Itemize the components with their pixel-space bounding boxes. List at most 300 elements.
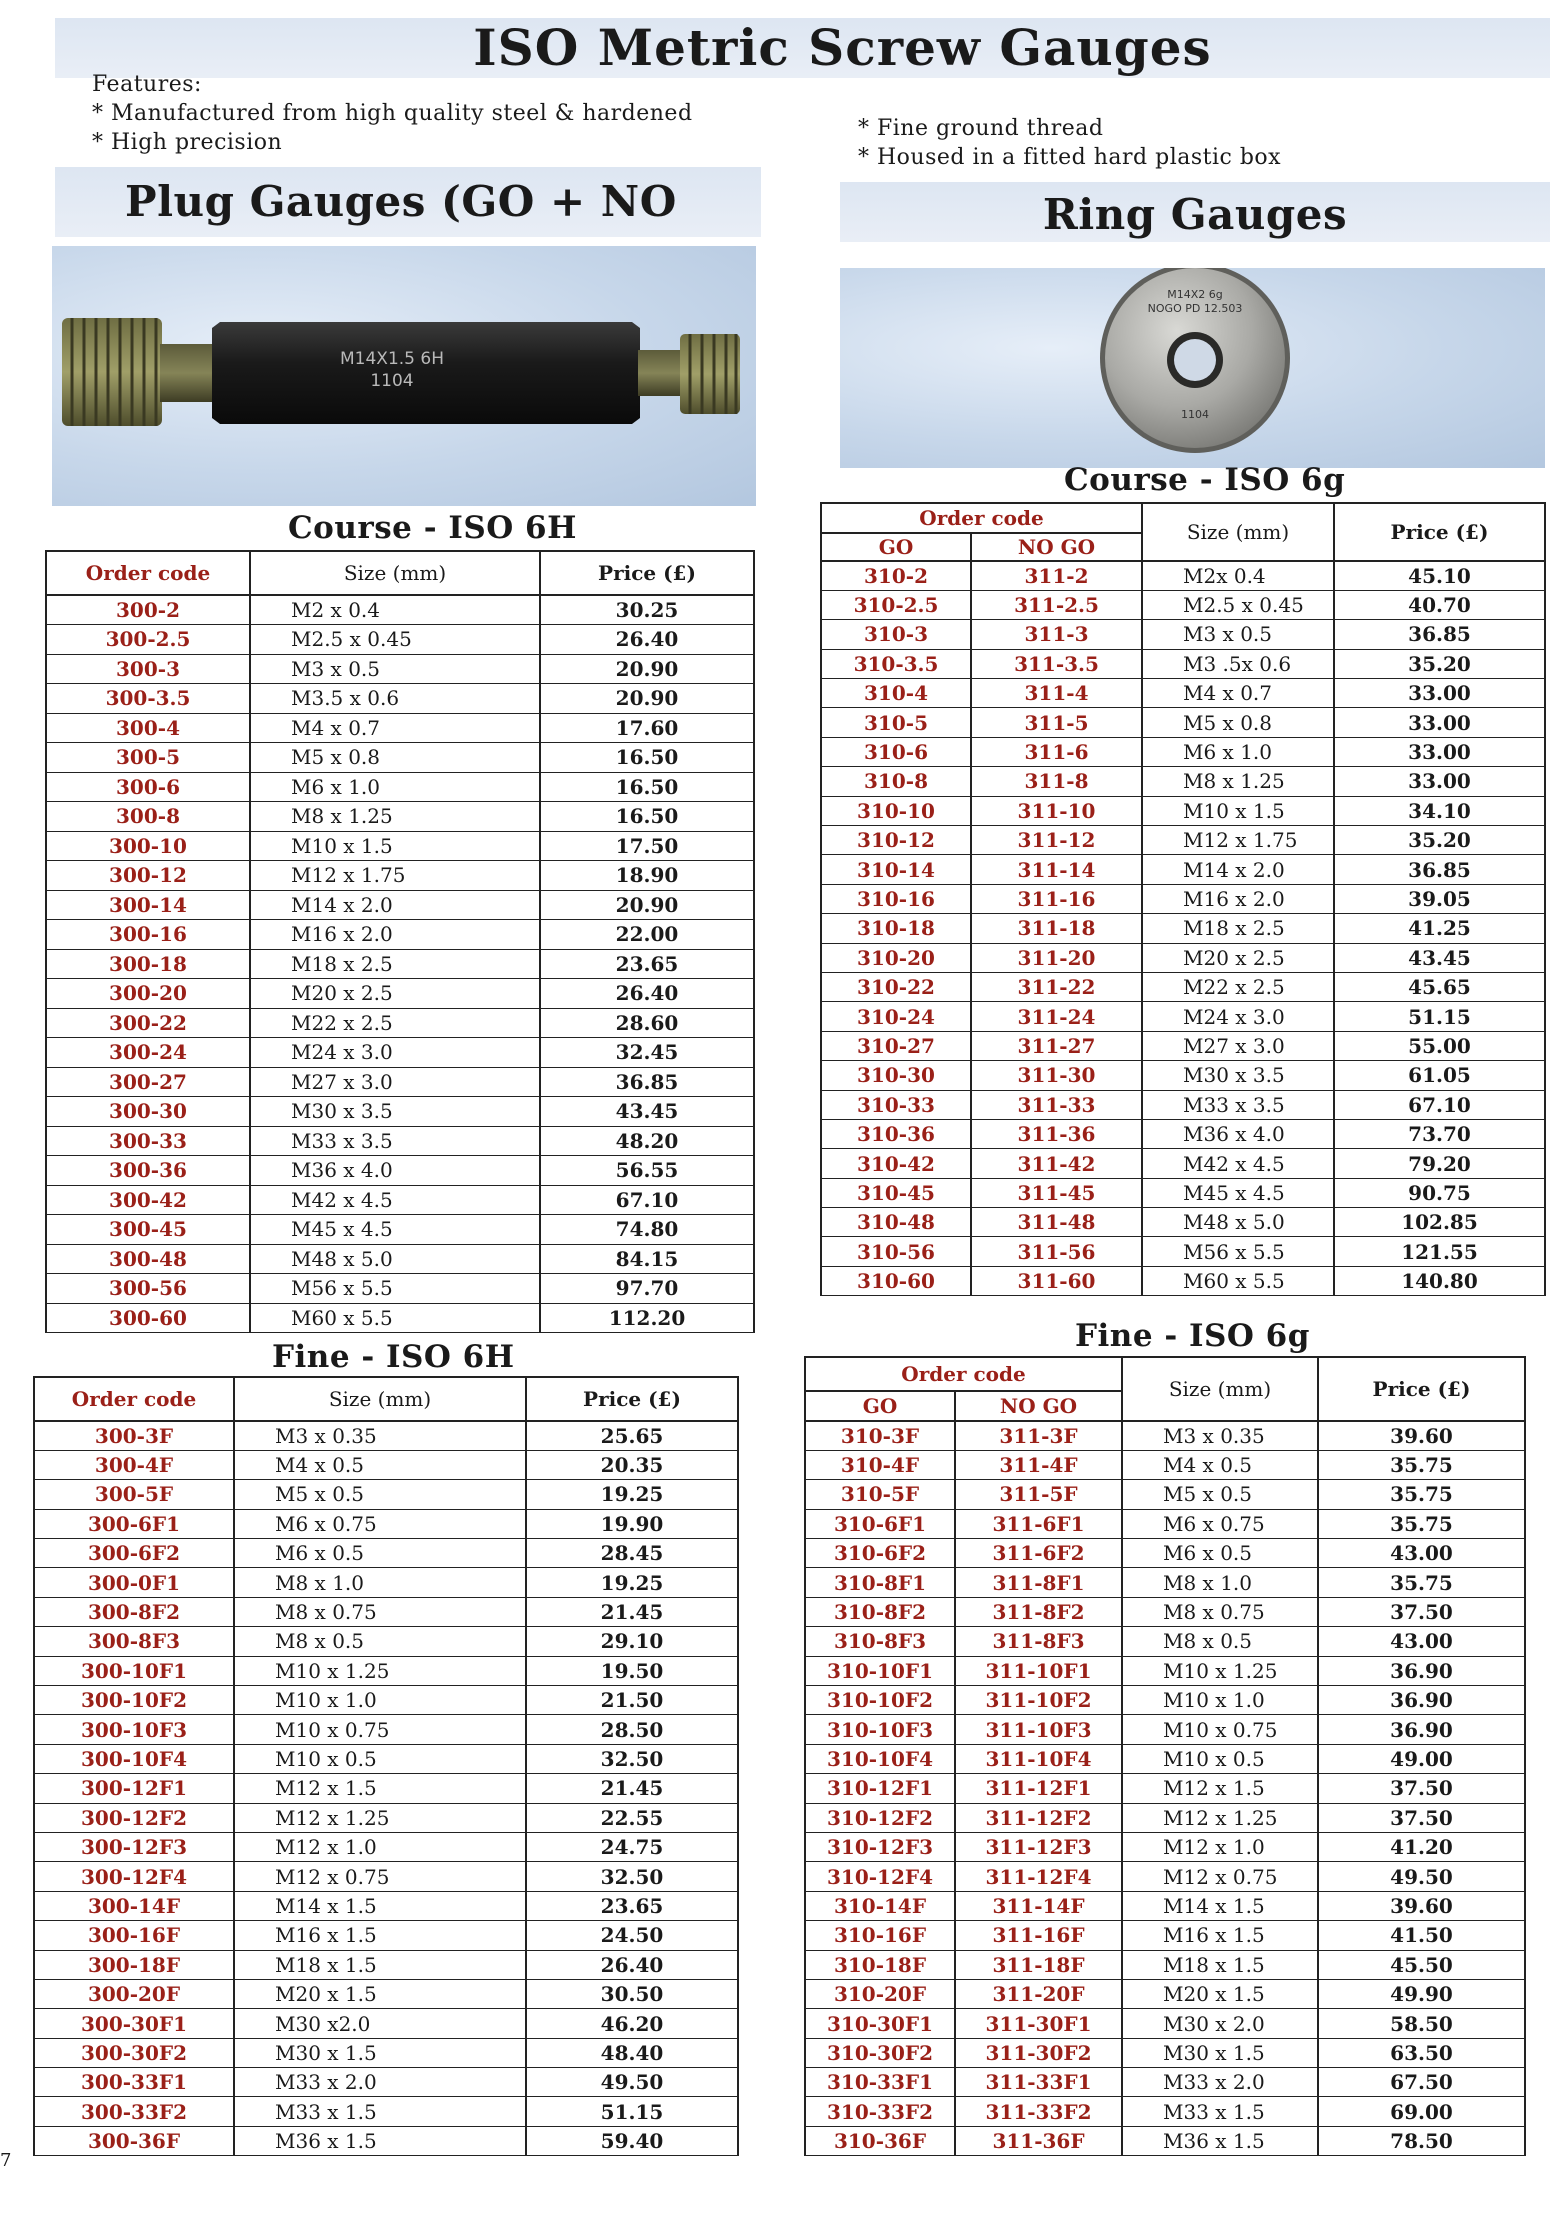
no-go-code-cell: 311-33F1 — [955, 2068, 1122, 2097]
go-code-cell: 310-2 — [821, 561, 971, 590]
no-go-code-cell: 311-12F3 — [955, 1832, 1122, 1861]
no-go-code-cell: 311-6F2 — [955, 1539, 1122, 1568]
ring-gauge-marking-2: NOGO PD 12.503 — [1147, 302, 1243, 315]
price-cell: 45.10 — [1334, 561, 1545, 590]
size-cell: M6 x 0.5 — [234, 1539, 526, 1568]
price-cell: 41.50 — [1318, 1921, 1525, 1950]
price-cell: 24.75 — [526, 1832, 738, 1861]
go-code-cell: 310-12F3 — [805, 1832, 955, 1861]
price-cell: 19.50 — [526, 1656, 738, 1685]
no-go-code-cell: 311-5F — [955, 1480, 1122, 1509]
go-code-cell: 310-18 — [821, 914, 971, 943]
ring-course-title: Course - ISO 6g — [1064, 462, 1346, 498]
price-cell: 45.50 — [1318, 1950, 1525, 1979]
table-row — [805, 1921, 1525, 1950]
table-row — [34, 2038, 738, 2067]
table-row — [46, 920, 754, 950]
features-right — [858, 114, 1281, 172]
header-price: Price (£) — [540, 551, 754, 595]
no-go-code-cell: 311-2.5 — [971, 590, 1142, 619]
order-code-cell: 300-2 — [46, 595, 250, 625]
no-go-code-cell: 311-12 — [971, 826, 1142, 855]
ring-gauge-photo — [840, 268, 1545, 468]
table-row — [821, 972, 1545, 1001]
header-size: Size (mm) — [1122, 1357, 1318, 1421]
price-cell: 19.90 — [526, 1509, 738, 1538]
table-row — [34, 1450, 738, 1479]
size-cell: M12 x 0.75 — [1122, 1862, 1318, 1891]
price-cell: 97.70 — [540, 1274, 754, 1304]
no-go-code-cell: 311-36 — [971, 1119, 1142, 1148]
size-cell: M10 x 1.25 — [1122, 1656, 1318, 1685]
size-cell: M10 x 0.5 — [1122, 1744, 1318, 1773]
go-code-cell: 310-36 — [821, 1119, 971, 1148]
size-cell: M30 x 1.5 — [1122, 2038, 1318, 2067]
size-cell: M45 x 4.5 — [1142, 1178, 1334, 1207]
header-no-go: NO GO — [955, 1391, 1122, 1421]
order-code-cell: 300-8F3 — [34, 1627, 234, 1656]
size-cell: M5 x 0.8 — [250, 743, 540, 773]
size-cell: M3 x 0.5 — [250, 654, 540, 684]
go-code-cell: 310-6F2 — [805, 1539, 955, 1568]
order-code-cell: 300-12F3 — [34, 1832, 234, 1861]
price-cell: 33.00 — [1334, 708, 1545, 737]
price-cell: 17.50 — [540, 831, 754, 861]
size-cell: M8 x 1.0 — [1122, 1568, 1318, 1597]
go-code-cell: 310-6 — [821, 737, 971, 766]
order-code-cell: 300-18 — [46, 949, 250, 979]
price-cell: 40.70 — [1334, 590, 1545, 619]
price-cell: 74.80 — [540, 1215, 754, 1245]
header-size: Size (mm) — [234, 1377, 526, 1421]
price-cell: 35.75 — [1318, 1568, 1525, 1597]
size-cell: M10 x 1.5 — [1142, 796, 1334, 825]
size-cell: M4 x 0.7 — [1142, 679, 1334, 708]
table-row — [821, 1002, 1545, 1031]
price-cell: 26.40 — [526, 1950, 738, 1979]
table-row — [821, 1237, 1545, 1266]
size-cell: M8 x 1.0 — [234, 1568, 526, 1597]
table-row — [34, 1921, 738, 1950]
go-code-cell: 310-33F2 — [805, 2097, 955, 2126]
page-title: ISO Metric Screw Gauges — [473, 18, 1212, 77]
no-go-code-cell: 311-42 — [971, 1149, 1142, 1178]
size-cell: M33 x 2.0 — [234, 2068, 526, 2097]
price-cell: 30.50 — [526, 1979, 738, 2008]
go-code-cell: 310-10F3 — [805, 1715, 955, 1744]
size-cell: M12 x 1.0 — [1122, 1832, 1318, 1861]
no-go-code-cell: 311-10 — [971, 796, 1142, 825]
no-go-code-cell: 311-6 — [971, 737, 1142, 766]
size-cell: M12 x 1.75 — [250, 861, 540, 891]
order-code-cell: 300-8 — [46, 802, 250, 832]
table-row — [821, 1119, 1545, 1148]
go-code-cell: 310-8F3 — [805, 1627, 955, 1656]
size-cell: M16 x 2.0 — [250, 920, 540, 950]
size-cell: M6 x 1.0 — [250, 772, 540, 802]
price-cell: 140.80 — [1334, 1266, 1545, 1295]
go-code-cell: 310-48 — [821, 1208, 971, 1237]
table-row — [805, 1950, 1525, 1979]
price-cell: 67.10 — [1334, 1090, 1545, 1119]
table-row — [46, 1244, 754, 1274]
no-go-code-cell: 311-30F1 — [955, 2009, 1122, 2038]
price-cell: 121.55 — [1334, 1237, 1545, 1266]
size-cell: M5 x 0.8 — [1142, 708, 1334, 737]
table-row — [821, 1061, 1545, 1090]
size-cell: M10 x 1.0 — [234, 1686, 526, 1715]
size-cell: M3 x 0.35 — [234, 1421, 526, 1450]
price-cell: 19.25 — [526, 1480, 738, 1509]
go-code-cell: 310-22 — [821, 972, 971, 1001]
no-go-code-cell: 311-4 — [971, 679, 1142, 708]
table-row — [805, 2009, 1525, 2038]
plug-course-table — [45, 550, 755, 1333]
table-row — [805, 1656, 1525, 1685]
go-code-cell: 310-20 — [821, 943, 971, 972]
order-code-cell: 300-22 — [46, 1008, 250, 1038]
price-cell: 63.50 — [1318, 2038, 1525, 2067]
table-row — [821, 796, 1545, 825]
table-row — [46, 625, 754, 655]
price-cell: 18.90 — [540, 861, 754, 891]
price-cell: 49.50 — [526, 2068, 738, 2097]
table-row — [805, 1509, 1525, 1538]
no-go-code-cell: 311-12F4 — [955, 1862, 1122, 1891]
no-go-code-cell: 311-18 — [971, 914, 1142, 943]
no-go-code-cell: 311-48 — [971, 1208, 1142, 1237]
size-cell: M14 x 1.5 — [234, 1891, 526, 1920]
order-code-cell: 300-0F1 — [34, 1568, 234, 1597]
table-row — [821, 767, 1545, 796]
go-code-cell: 310-3F — [805, 1421, 955, 1450]
table-row — [805, 1891, 1525, 1920]
order-code-cell: 300-27 — [46, 1067, 250, 1097]
go-code-cell: 310-6F1 — [805, 1509, 955, 1538]
size-cell: M3 x 0.35 — [1122, 1421, 1318, 1450]
no-go-code-cell: 311-5 — [971, 708, 1142, 737]
price-cell: 61.05 — [1334, 1061, 1545, 1090]
header-price: Price (£) — [1318, 1357, 1525, 1421]
price-cell: 43.45 — [1334, 943, 1545, 972]
go-code-cell: 310-5 — [821, 708, 971, 737]
table-row — [46, 1303, 754, 1333]
plug-gauge-photo — [52, 246, 756, 506]
table-row — [821, 1208, 1545, 1237]
price-cell: 30.25 — [540, 595, 754, 625]
no-go-code-cell: 311-12F2 — [955, 1803, 1122, 1832]
size-cell: M10 x 0.75 — [234, 1715, 526, 1744]
table-row — [46, 1156, 754, 1186]
go-code-cell: 310-20F — [805, 1979, 955, 2008]
no-go-code-cell: 311-2 — [971, 561, 1142, 590]
table-row — [805, 1744, 1525, 1773]
size-cell: M6 x 0.75 — [234, 1509, 526, 1538]
order-code-cell: 300-56 — [46, 1274, 250, 1304]
plug-gauges-heading: Plug Gauges (GO + NO — [125, 177, 677, 226]
price-cell: 45.65 — [1334, 972, 1545, 1001]
order-code-cell: 300-36 — [46, 1156, 250, 1186]
order-code-cell: 300-24 — [46, 1038, 250, 1068]
no-go-code-cell: 311-45 — [971, 1178, 1142, 1207]
no-go-code-cell: 311-30 — [971, 1061, 1142, 1090]
no-go-code-cell: 311-8F2 — [955, 1597, 1122, 1626]
table-row — [46, 1038, 754, 1068]
order-code-cell: 300-6 — [46, 772, 250, 802]
no-go-code-cell: 311-36F — [955, 2126, 1122, 2155]
table-row — [46, 1008, 754, 1038]
size-cell: M2 x 0.4 — [250, 595, 540, 625]
no-go-code-cell: 311-24 — [971, 1002, 1142, 1031]
plug-fine-title: Fine - ISO 6H — [272, 1339, 515, 1375]
table-row — [34, 1627, 738, 1656]
header-order-code: Order code — [46, 551, 250, 595]
table-row — [46, 949, 754, 979]
plug-gauge-marking-1: M14X1.5 6H — [340, 349, 444, 369]
price-cell: 48.20 — [540, 1126, 754, 1156]
no-go-code-cell: 311-4F — [955, 1450, 1122, 1479]
table-row — [805, 2038, 1525, 2067]
price-cell: 39.60 — [1318, 1421, 1525, 1450]
price-cell: 102.85 — [1334, 1208, 1545, 1237]
title-band — [55, 18, 1550, 78]
no-go-code-cell: 311-20 — [971, 943, 1142, 972]
price-cell: 49.50 — [1318, 1862, 1525, 1891]
order-code-cell: 300-10F1 — [34, 1656, 234, 1685]
price-cell: 84.15 — [540, 1244, 754, 1274]
table-row — [821, 914, 1545, 943]
size-cell: M8 x 0.75 — [1122, 1597, 1318, 1626]
size-cell: M42 x 4.5 — [250, 1185, 540, 1215]
table-row — [46, 684, 754, 714]
price-cell: 69.00 — [1318, 2097, 1525, 2126]
go-code-cell: 310-10F1 — [805, 1656, 955, 1685]
no-go-code-cell: 311-16 — [971, 884, 1142, 913]
order-code-cell: 300-60 — [46, 1303, 250, 1333]
size-cell: M20 x 1.5 — [234, 1979, 526, 2008]
go-code-cell: 310-42 — [821, 1149, 971, 1178]
no-go-code-cell: 311-10F4 — [955, 1744, 1122, 1773]
size-cell: M33 x 2.0 — [1122, 2068, 1318, 2097]
table-row — [821, 620, 1545, 649]
go-code-cell: 310-10 — [821, 796, 971, 825]
go-code-cell: 310-3.5 — [821, 649, 971, 678]
size-cell: M36 x 1.5 — [1122, 2126, 1318, 2155]
table-row — [821, 708, 1545, 737]
order-code-cell: 300-3F — [34, 1421, 234, 1450]
order-code-cell: 300-3 — [46, 654, 250, 684]
table-row — [34, 1803, 738, 1832]
size-cell: M56 x 5.5 — [1142, 1237, 1334, 1266]
price-cell: 26.40 — [540, 979, 754, 1009]
size-cell: M60 x 5.5 — [1142, 1266, 1334, 1295]
no-go-code-cell: 311-20F — [955, 1979, 1122, 2008]
header-size: Size (mm) — [1142, 503, 1334, 561]
table-row — [46, 654, 754, 684]
price-cell: 28.60 — [540, 1008, 754, 1038]
size-cell: M16 x 1.5 — [1122, 1921, 1318, 1950]
price-cell: 25.65 — [526, 1421, 738, 1450]
table-row — [821, 1031, 1545, 1060]
order-code-cell: 300-33F1 — [34, 2068, 234, 2097]
size-cell: M18 x 1.5 — [234, 1950, 526, 1979]
table-row — [34, 1597, 738, 1626]
table-row — [821, 561, 1545, 590]
size-cell: M5 x 0.5 — [1122, 1480, 1318, 1509]
price-cell: 29.10 — [526, 1627, 738, 1656]
order-code-cell: 300-16 — [46, 920, 250, 950]
size-cell: M18 x 1.5 — [1122, 1950, 1318, 1979]
table-row — [805, 1686, 1525, 1715]
table-row — [46, 979, 754, 1009]
no-go-code-cell: 311-18F — [955, 1950, 1122, 1979]
price-cell: 36.90 — [1318, 1656, 1525, 1685]
order-code-cell: 300-2.5 — [46, 625, 250, 655]
size-cell: M56 x 5.5 — [250, 1274, 540, 1304]
no-go-code-cell: 311-10F2 — [955, 1686, 1122, 1715]
price-cell: 20.90 — [540, 684, 754, 714]
size-cell: M3.5 x 0.6 — [250, 684, 540, 714]
ring-gauge-illustration — [840, 268, 1545, 468]
table-row — [805, 2068, 1525, 2097]
go-code-cell: 310-16 — [821, 884, 971, 913]
size-cell: M12 x 1.5 — [1122, 1774, 1318, 1803]
header-price: Price (£) — [1334, 503, 1545, 561]
order-code-cell: 300-48 — [46, 1244, 250, 1274]
features-left — [92, 70, 693, 157]
table-row — [46, 1215, 754, 1245]
size-cell: M12 x 1.75 — [1142, 826, 1334, 855]
plug-gauge-illustration — [52, 246, 756, 506]
price-cell: 37.50 — [1318, 1774, 1525, 1803]
size-cell: M30 x 3.5 — [250, 1097, 540, 1127]
price-cell: 67.10 — [540, 1185, 754, 1215]
price-cell: 33.00 — [1334, 737, 1545, 766]
table-row — [34, 1979, 738, 2008]
go-code-cell: 310-33 — [821, 1090, 971, 1119]
table-row — [805, 1539, 1525, 1568]
table-row — [805, 1568, 1525, 1597]
size-cell: M20 x 2.5 — [250, 979, 540, 1009]
feature-item: * Fine ground thread — [858, 116, 1104, 141]
no-go-code-cell: 311-14F — [955, 1891, 1122, 1920]
header-order-code: Order code — [34, 1377, 234, 1421]
size-cell: M42 x 4.5 — [1142, 1149, 1334, 1178]
price-cell: 43.00 — [1318, 1539, 1525, 1568]
price-cell: 24.50 — [526, 1921, 738, 1950]
go-code-cell: 310-12F2 — [805, 1803, 955, 1832]
price-cell: 51.15 — [1334, 1002, 1545, 1031]
price-cell: 36.90 — [1318, 1715, 1525, 1744]
table-row — [46, 772, 754, 802]
no-go-code-cell: 311-33 — [971, 1090, 1142, 1119]
size-cell: M36 x 4.0 — [1142, 1119, 1334, 1148]
go-code-cell: 310-4 — [821, 679, 971, 708]
price-cell: 73.70 — [1334, 1119, 1545, 1148]
go-code-cell: 310-16F — [805, 1921, 955, 1950]
go-code-cell: 310-8F2 — [805, 1597, 955, 1626]
order-code-cell: 300-5 — [46, 743, 250, 773]
no-go-code-cell: 311-33F2 — [955, 2097, 1122, 2126]
no-go-code-cell: 311-30F2 — [955, 2038, 1122, 2067]
no-go-code-cell: 311-3.5 — [971, 649, 1142, 678]
price-cell: 21.50 — [526, 1686, 738, 1715]
order-code-cell: 300-10F3 — [34, 1715, 234, 1744]
price-cell: 35.75 — [1318, 1450, 1525, 1479]
size-cell: M36 x 4.0 — [250, 1156, 540, 1186]
order-code-cell: 300-30 — [46, 1097, 250, 1127]
size-cell: M20 x 1.5 — [1122, 1979, 1318, 2008]
size-cell: M45 x 4.5 — [250, 1215, 540, 1245]
order-code-cell: 300-14 — [46, 890, 250, 920]
table-row — [821, 737, 1545, 766]
size-cell: M30 x2.0 — [234, 2009, 526, 2038]
table-row — [34, 1744, 738, 1773]
price-cell: 37.50 — [1318, 1803, 1525, 1832]
table-row — [34, 1686, 738, 1715]
go-code-cell: 310-56 — [821, 1237, 971, 1266]
table-row — [821, 590, 1545, 619]
size-cell: M8 x 0.75 — [234, 1597, 526, 1626]
order-code-cell: 300-10F4 — [34, 1744, 234, 1773]
ring-course-table — [820, 502, 1546, 1296]
no-go-code-cell: 311-14 — [971, 855, 1142, 884]
go-code-cell: 310-4F — [805, 1450, 955, 1479]
go-code-cell: 310-24 — [821, 1002, 971, 1031]
price-cell: 59.40 — [526, 2126, 738, 2155]
price-cell: 49.00 — [1318, 1744, 1525, 1773]
order-code-cell: 300-12 — [46, 861, 250, 891]
price-cell: 78.50 — [1318, 2126, 1525, 2155]
size-cell: M4 x 0.5 — [234, 1450, 526, 1479]
price-cell: 39.05 — [1334, 884, 1545, 913]
go-code-cell: 310-18F — [805, 1950, 955, 1979]
plug-fine-table — [33, 1376, 739, 2156]
no-go-code-cell: 311-3 — [971, 620, 1142, 649]
size-cell: M10 x 1.0 — [1122, 1686, 1318, 1715]
price-cell: 33.00 — [1334, 767, 1545, 796]
size-cell: M36 x 1.5 — [234, 2126, 526, 2155]
table-row — [46, 1097, 754, 1127]
price-cell: 79.20 — [1334, 1149, 1545, 1178]
go-code-cell: 310-60 — [821, 1266, 971, 1295]
price-cell: 16.50 — [540, 743, 754, 773]
size-cell: M3 x 0.5 — [1142, 620, 1334, 649]
order-code-cell: 300-12F1 — [34, 1774, 234, 1803]
size-cell: M27 x 3.0 — [1142, 1031, 1334, 1060]
price-cell: 17.60 — [540, 713, 754, 743]
size-cell: M33 x 3.5 — [250, 1126, 540, 1156]
table-row — [805, 2097, 1525, 2126]
table-row — [805, 1774, 1525, 1803]
plug-gauges-band — [55, 167, 761, 237]
price-cell: 49.90 — [1318, 1979, 1525, 2008]
go-code-cell: 310-33F1 — [805, 2068, 955, 2097]
go-code-cell: 310-8 — [821, 767, 971, 796]
price-cell: 20.90 — [540, 890, 754, 920]
features-heading: Features: — [92, 72, 202, 97]
ring-fine-table — [804, 1356, 1526, 2156]
table-row — [34, 1715, 738, 1744]
header-order-code: Order code — [805, 1357, 1122, 1391]
price-cell: 67.50 — [1318, 2068, 1525, 2097]
size-cell: M14 x 1.5 — [1122, 1891, 1318, 1920]
table-row — [34, 1656, 738, 1685]
price-cell: 43.45 — [540, 1097, 754, 1127]
order-code-cell: 300-18F — [34, 1950, 234, 1979]
ring-gauge-marking-1: M14X2 6g — [1167, 288, 1223, 301]
price-cell: 112.20 — [540, 1303, 754, 1333]
